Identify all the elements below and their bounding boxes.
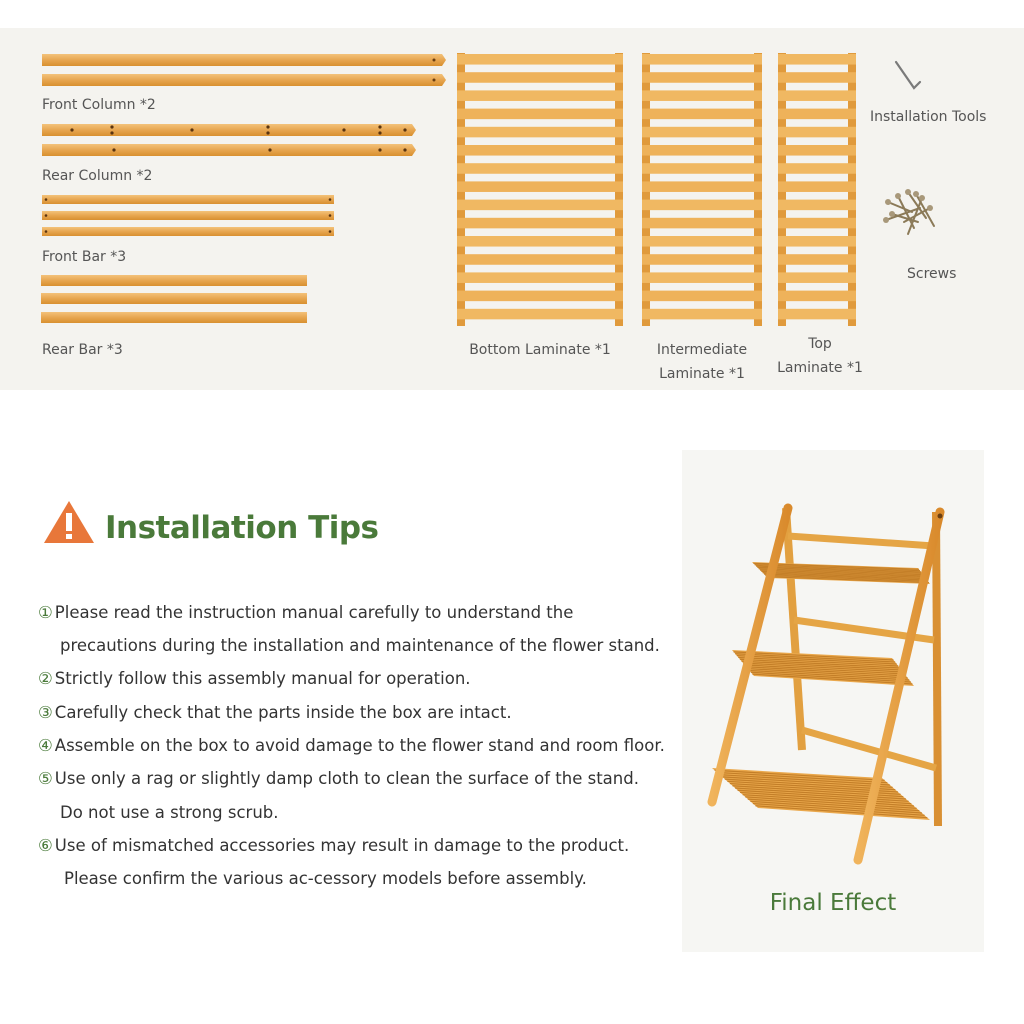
laminate-slat	[778, 127, 856, 138]
front-column-label: Front Column *2	[42, 97, 156, 113]
laminate-slat	[642, 145, 762, 156]
laminate-slat	[778, 236, 856, 247]
laminate-slat	[642, 127, 762, 138]
front-bar-label: Front Bar *3	[42, 249, 127, 265]
laminate-slat	[457, 181, 623, 192]
tip-5: ⑤ Use only a rag or slightly damp cloth to clean the surface of the stand.	[38, 769, 639, 788]
laminate-slat	[778, 145, 856, 156]
laminate-slat	[457, 218, 623, 229]
laminate-slat	[457, 90, 623, 101]
laminate-slat	[642, 254, 762, 265]
flower-stand-image	[682, 450, 984, 880]
laminate-slat	[642, 309, 762, 320]
laminate-slat	[778, 54, 856, 65]
laminate-slat	[642, 54, 762, 65]
bottom-laminate-image	[457, 53, 623, 326]
laminate-slat	[642, 236, 762, 247]
laminate-slat	[778, 181, 856, 192]
installation-tips-title: Installation Tips	[105, 510, 379, 546]
rear-bar-image	[40, 273, 310, 327]
laminate-slat	[642, 163, 762, 174]
front-column-image	[40, 52, 448, 92]
laminate-slat	[778, 90, 856, 101]
laminate-slat	[642, 109, 762, 120]
laminate-slat	[778, 200, 856, 211]
warning-icon	[42, 499, 96, 545]
laminate-slat	[457, 236, 623, 247]
final-effect-label: Final Effect	[769, 890, 897, 916]
laminate-slat	[457, 200, 623, 211]
intermediate-laminate-label: Intermediate Laminate *1	[656, 342, 748, 382]
laminate-slat	[457, 163, 623, 174]
laminate-slat	[457, 145, 623, 156]
laminate-slat	[642, 200, 762, 211]
laminate-slat	[457, 109, 623, 120]
laminate-slat	[642, 218, 762, 229]
tip-6-continued: Please confirm the various ac-cessory models before assembly.	[64, 869, 587, 888]
laminate-slat	[642, 291, 762, 302]
top-laminate-image	[778, 53, 856, 326]
tip-2: ② Strictly follow this assembly manual for operation.	[38, 669, 471, 688]
parts-panel	[0, 28, 1024, 390]
laminate-slat	[457, 72, 623, 83]
laminate-slat	[642, 72, 762, 83]
laminate-slat	[457, 291, 623, 302]
laminate-slat	[778, 163, 856, 174]
laminate-slat	[778, 272, 856, 283]
tip-1-continued: precautions during the installation and maintenance of the flower stand.	[60, 636, 660, 655]
tip-4: ④ Assemble on the box to avoid damage to the flower stand and room floor.	[38, 736, 665, 755]
top-laminate-label: Top Laminate *1	[777, 336, 863, 376]
rear-bar-label: Rear Bar *3	[42, 342, 123, 358]
tip-1: ① Please read the instruction manual carefully to understand the	[38, 603, 574, 622]
laminate-slat	[457, 127, 623, 138]
laminate-slat	[457, 254, 623, 265]
laminate-slat	[457, 272, 623, 283]
rear-column-image	[40, 122, 420, 162]
laminate-slat	[778, 291, 856, 302]
tip-5-continued: Do not use a strong scrub.	[60, 803, 279, 822]
tip-3: ③ Carefully check that the parts inside the box are intact.	[38, 703, 512, 722]
laminate-slat	[778, 72, 856, 83]
rear-column-label: Rear Column *2	[42, 168, 153, 184]
laminate-slat	[778, 218, 856, 229]
installation-tools-label: Installation Tools	[870, 109, 987, 125]
laminate-slat	[778, 109, 856, 120]
tip-6: ⑥ Use of mismatched accessories may result in damage to the product.	[38, 836, 630, 855]
laminate-slat	[778, 254, 856, 265]
laminate-slat	[642, 181, 762, 192]
laminate-slat	[778, 309, 856, 320]
screws-icon	[878, 182, 944, 248]
bottom-laminate-label: Bottom Laminate *1	[469, 342, 611, 358]
intermediate-laminate-image	[642, 53, 762, 326]
laminate-slat	[642, 272, 762, 283]
laminate-slat	[457, 309, 623, 320]
screws-label: Screws	[907, 266, 957, 282]
laminate-slat	[457, 54, 623, 65]
allen-key-icon	[890, 58, 926, 98]
laminate-slat	[642, 90, 762, 101]
front-bar-image	[40, 193, 338, 241]
final-effect-card	[682, 450, 984, 952]
